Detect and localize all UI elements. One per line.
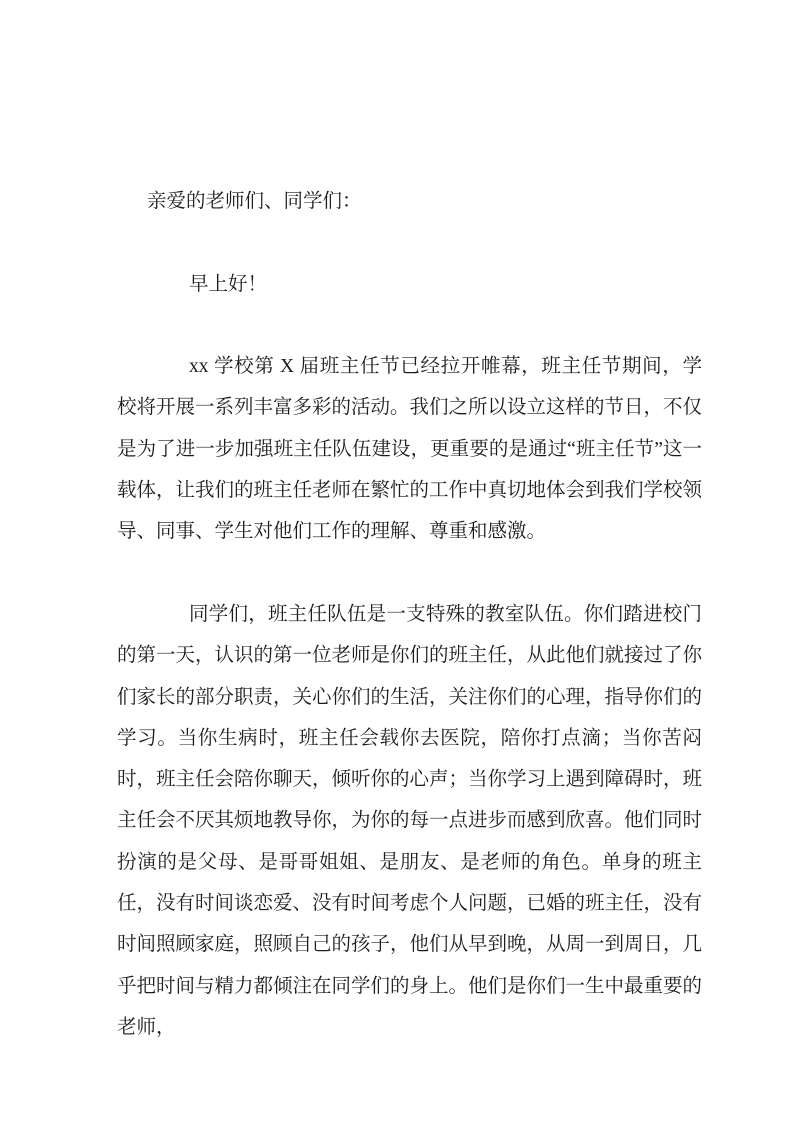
paragraph-festival-intro: xx 学校第 X 届班主任节已经拉开帷幕，班主任节期间，学校将开展一系列丰富多彩的活动。我们之所以设立这样的节日，不仅是为了进一步加强班主任队伍建设，更重要的是通过“班主任节”这一载体，让我们的班主任老师在繁忙的工作中真切地体会到我们学校领导、同事、学生对他们工作的理解、尊重和感激。 bbox=[117, 356, 703, 543]
paragraph-salutation: 亲爱的老师们、同学们： bbox=[147, 191, 362, 212]
paragraph-to-students: 同学们，班主任队伍是一支特殊的教室队伍。你们踏进校门的第一天，认识的第一位老师是你们的班主任，从此他们就接过了你们家长的部分职责，关心你们的生活，关注你们的心理，指导你们的学习。当你生病时，班主任会载你去医院，陪你打点滴；当你苦闷时，班主任会陪你聊天，倾听你的心声；当你学习上遇到障碍时，班主任会不厌其烦地教导你，为你的每一点进步而感到欣喜。他们同时扮演的是父母、是哥哥姐姐、是朋友、是老师的角色。单身的班主任，没有时间谈恋爱、没有时间考虑个人问题，已婚的班主任，没有时间照顾家庭，照顾自己的孩子，他们从早到晚，从周一到周日，几乎把时间与精力都倾注在同学们的身上。他们是你们一生中最重要的老师， bbox=[117, 603, 703, 1038]
paragraph-greeting: 早上好！ bbox=[189, 273, 268, 295]
document-content bbox=[117, 181, 702, 1048]
